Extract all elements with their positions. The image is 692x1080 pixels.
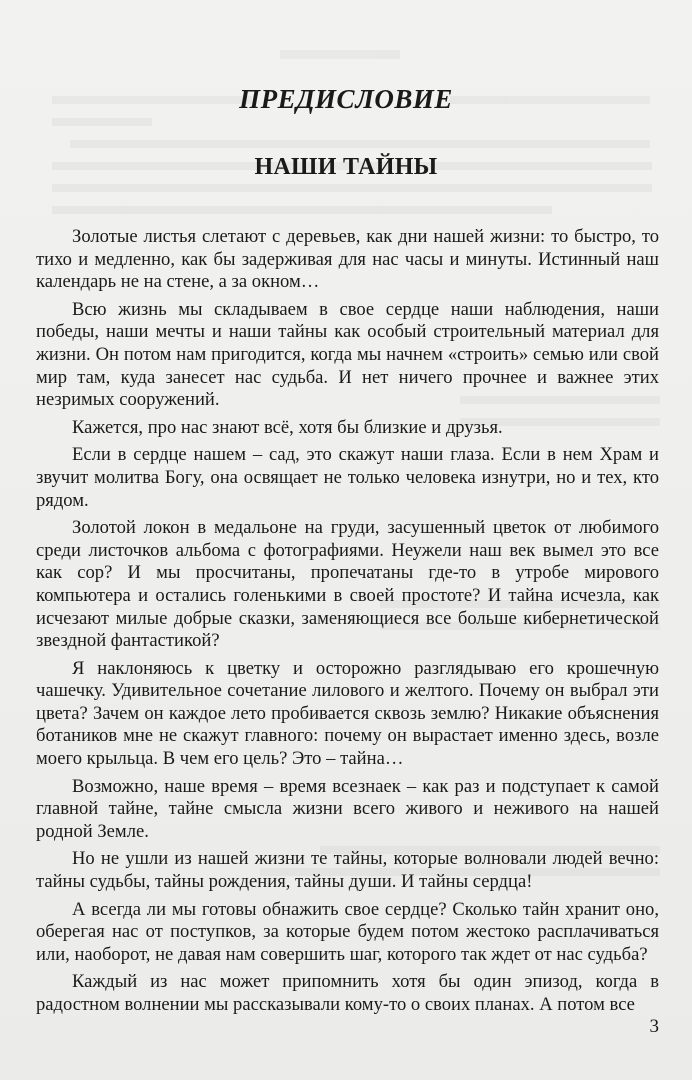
paragraph: А всегда ли мы готовы обнажить свое сердце? Сколько тайн хранит оно, оберегая нас от поступков, за которые будем потом жестоко расплачиваться или, наоборот, не давая нам совершить шаг, которого так ждет от нас судьба?: [36, 898, 659, 965]
chapter-title: ПРЕДИСЛОВИЕ: [239, 84, 453, 114]
paragraph: Если в сердце нашем – сад, это скажут наши глаза. Если в нем Храм и звучит молитва Богу, она освящает не только человека изнутри, но и тех, кто рядом.: [36, 444, 659, 511]
paragraph: Но не ушли из нашей жизни те тайны, которые волновали людей вечно: тайны судьбы, тайны рождения, тайны души. И тайны сердца!: [36, 848, 659, 893]
paragraph: Кажется, про нас знают всё, хотя бы близкие и друзья.: [72, 416, 503, 438]
paragraph: Золотой локон в медальоне на груди, засушенный цветок от любимого среди листочков альбома с фотографиями. Неужели наш век вымел это все как сор? И мы просчитаны, пропечатаны где-то в утробе мирового компьютера и остались голенькими в своей простоте? И тайна исчезла, как исчезают милые добрые сказки, заменяющиеся все больше кибернетической звездной фантастикой?: [36, 517, 659, 652]
paragraph: Золотые листья слетают с деревьев, как дни нашей жизни: то быстро, то тихо и медленно, как бы задерживая для нас часы и минуты. Истинный наш календарь не на стене, а за окном…: [36, 226, 659, 293]
paragraph: Всю жизнь мы складываем в свое сердце наши наблюдения, наши победы, наши мечты и наши тайны как особый строительный материал для жизни. Он потом нам пригодится, когда мы начнем «строить» семью или свой мир там, куда занесет нас судьба. И нет ничего прочнее и важнее этих незримых сооружений.: [36, 298, 659, 411]
body-text: [36, 226, 659, 1022]
paragraph: Возможно, наше время – время всезнаек – как раз и подступает к самой главной тайне, тайне смысла жизни всего живого и неживого на нашей родной Земле.: [36, 775, 659, 842]
page-number: 3: [649, 1016, 659, 1037]
paragraph: Я наклоняюсь к цветку и осторожно разглядываю его крошечную чашечку. Удивительное сочетание лилового и желтого. Почему он выбрал эти цвета? Зачем он каждое лето пробивается сквозь землю? Никакие объяснения ботаников мне не скажут главного: почему он вырастает именно здесь, возле моего крыльца. В чем его цель? Это – тайна…: [36, 657, 659, 770]
section-subtitle: НАШИ ТАЙНЫ: [254, 154, 438, 180]
paragraph: Каждый из нас может припомнить хотя бы один эпизод, когда в радостном волнении мы рассказывали кому-то о своих планах. А потом все: [36, 971, 659, 1015]
